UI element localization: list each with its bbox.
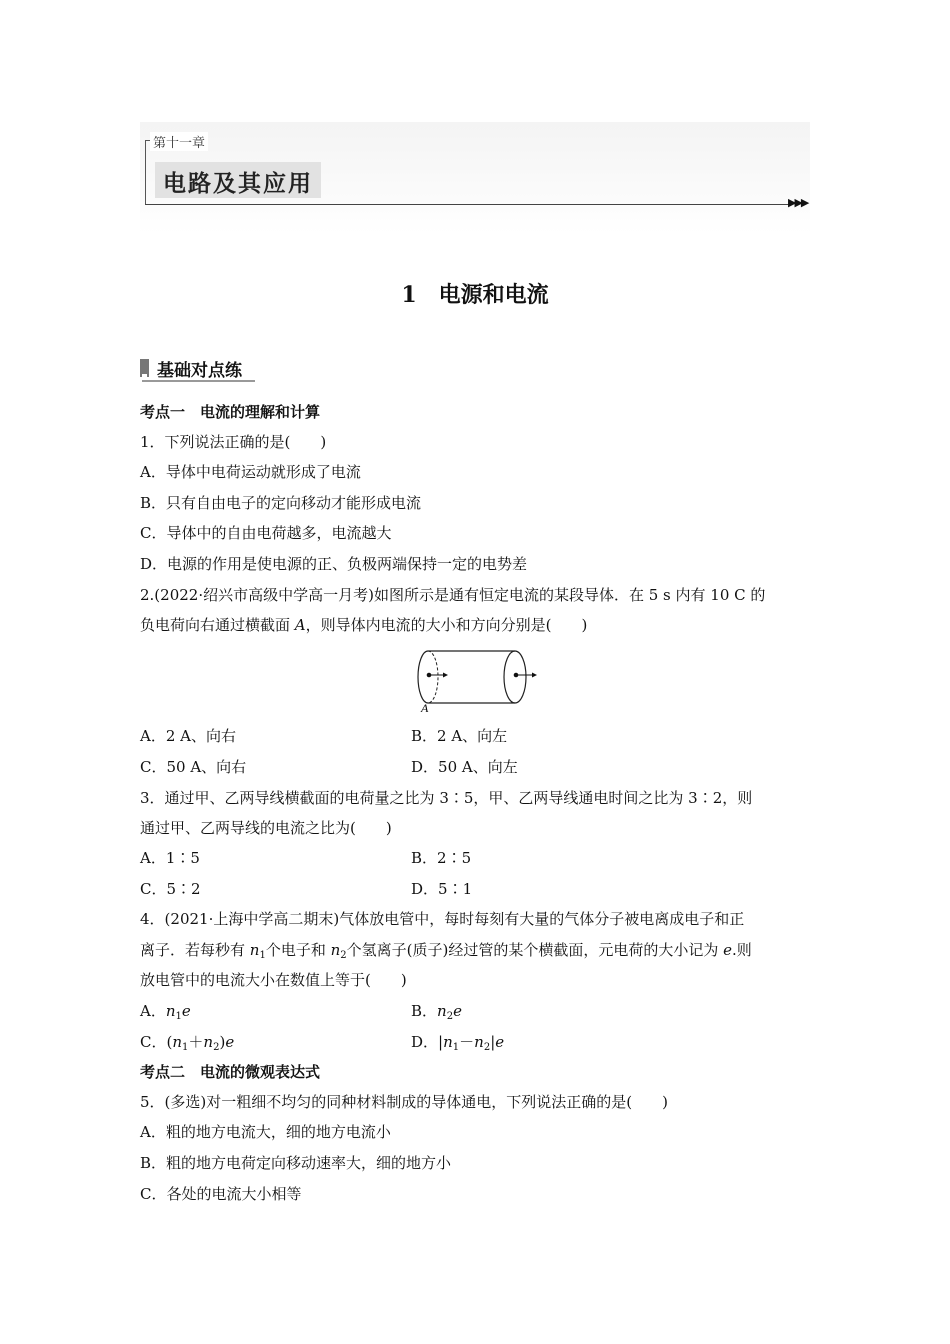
section-marker-icon [140, 359, 149, 377]
chapter-title: 电路及其应用 [163, 171, 313, 197]
q4-option-a: A．$n_1e$ [140, 1002, 191, 1022]
q1-option-b: B．只有自由电子的定向移动才能形成电流 [140, 494, 422, 512]
q5-option-b: B．粗的地方电荷定向移动速率大，细的地方小 [140, 1154, 452, 1172]
q2-stem-line2: 负电荷向右通过横截面 A，则导体内电流的大小和方向分别是( ) [140, 616, 588, 634]
q3-option-d: D．5∶1 [411, 880, 473, 898]
q2-option-b: B．2 A、向左 [411, 727, 508, 745]
lesson-title [0, 278, 950, 309]
q4-stem-line3: 放电管中的电流大小在数值上等于( ) [140, 971, 407, 989]
chapter-label: 第十一章 [150, 132, 208, 151]
q4-option-c: C．$(n_1+n_2)e$ [140, 1033, 235, 1053]
q3-option-c: C．5∶2 [140, 880, 201, 898]
q1-option-d: D．电源的作用是使电源的正、负极两端保持一定的电势差 [140, 555, 528, 573]
lesson-number: 1 [401, 282, 417, 308]
topic-heading: 考点二 电流的微观表达式 [140, 1063, 321, 1081]
figure-label-a: A [421, 701, 429, 715]
triple-arrow-icon: ▶▶▶ [788, 196, 808, 209]
q2-option-a: A．2 A、向右 [140, 727, 236, 745]
topic-heading: 考点一 电流的理解和计算 [140, 403, 321, 421]
q4-stem-line2: 离子．若每秒有 $n_1$个电子和 $n_2$个氢离子(质子)经过管的某个横截面，元电荷的大小记为 e.则 [140, 941, 752, 961]
q5-stem: 5．(多选)对一粗细不均匀的同种材料制成的导体通电，下列说法正确的是( ) [140, 1093, 668, 1111]
conductor-cylinder-figure [412, 647, 547, 715]
lesson-title-text: 电源和电流 [438, 282, 549, 308]
q1-option-c: C．导体中的自由电荷越多，电流越大 [140, 524, 392, 542]
q5-option-a: A．粗的地方电流大，细的地方电流小 [140, 1123, 391, 1141]
q3-stem-line2: 通过甲、乙两导线的电流之比为( ) [140, 819, 392, 837]
q2-option-d: D．50 A、向左 [411, 758, 518, 776]
section-underline [142, 380, 255, 382]
banner-divider [145, 204, 790, 205]
q3-option-b: B．2∶5 [411, 849, 472, 867]
banner-bracket-left [145, 140, 146, 204]
q2-option-c: C．50 A、向右 [140, 758, 247, 776]
q1-option-a: A．导体中电荷运动就形成了电流 [140, 463, 361, 481]
q3-stem-line1: 3．通过甲、乙两导线横截面的电荷量之比为 3∶5，甲、乙两导线通电时间之比为 3∶2，则 [140, 789, 753, 807]
q1-stem: 1．下列说法正确的是( ) [140, 433, 327, 451]
section-title: 基础对点练 [157, 361, 242, 381]
q2-stem-line1: 2.(2022·绍兴市高级中学高一月考)如图所示是通有恒定电流的某段导体．在 5 s 内有 10 C 的 [140, 586, 766, 604]
q5-option-c: C．各处的电流大小相等 [140, 1185, 302, 1203]
q4-option-b: B．$n_2e$ [411, 1002, 462, 1022]
q4-option-d: D．$|n_1-n_2|e$ [411, 1033, 505, 1053]
q3-option-a: A．1∶5 [140, 849, 200, 867]
q4-stem-line1: 4．(2021·上海中学高二期末)气体放电管中，每时每刻有大量的气体分子被电离成电子和正 [140, 910, 745, 928]
